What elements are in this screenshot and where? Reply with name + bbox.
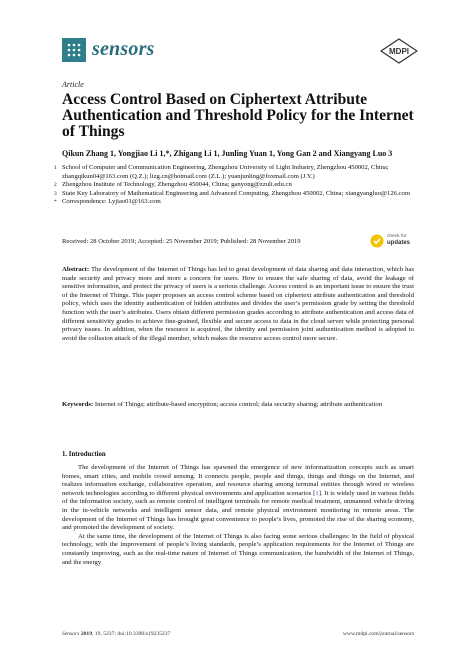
body-text bbox=[62, 464, 414, 567]
abstract bbox=[62, 266, 414, 343]
paragraph-text: ]. It is widely used in various fields of the information society, such as remote control of intelligent terminals for remote medical treatment, unmanned vehicle driving in the in-vehicle networks and intelligent sensor data, and remote physical environment monitoring in remote areas. The development of the Internet of Things has brought great convenience to people’s lives, promoted the rise of the sharing economy, and promoted the development of society. bbox=[62, 489, 414, 532]
affiliation-item bbox=[54, 190, 414, 199]
paragraph-text: At the same time, the development of the Internet of Things is also facing some serious challenges: In the field of physical technology, with the improvement of people’s living standards, people’s application requirements for the Internet of Things are constantly improving, such as the real-time nature of Internet of Things communication, the bandwidth of the Internet of Things, and the energy bbox=[62, 532, 414, 566]
abstract-label: Abstract: bbox=[62, 266, 90, 273]
affiliation-text: School of Computer and Communication Engineering, Zhengzhou University of Light Industry, Zhengzhou 450002, China; zhangqikun04@163.com (Q.Z.); lizg.cn@hotmail.com (Z.L.); yuanjunling@foxmail.com (J.Y.) bbox=[62, 164, 389, 180]
publisher-name: MDPI bbox=[389, 47, 409, 56]
correspondence-text: Correspondence: Lyjiao01@163.com bbox=[62, 198, 161, 205]
keywords-text: Internet of Things; attribute-based encryption; access control; data security sharing; attribute authentication bbox=[94, 401, 383, 408]
footer-journal-url[interactable]: www.mdpi.com/journal/sensors bbox=[342, 631, 414, 637]
journal-header bbox=[62, 38, 422, 74]
updates-line1: check for bbox=[387, 234, 407, 239]
paragraph-text: The development of the Internet of Things has spawned the emergence of new informatization concepts such as smart homes, smart cities, and mobile crowd sensing. It connects people, people and things, things and things on the Internet, and realizes information exchange, collaborative operation, and resource sharing among terminal entities through wired or wireless network technologies according to different physical environments and application scenarios [ bbox=[62, 464, 414, 497]
footer-year: 2019 bbox=[80, 631, 92, 637]
article-type: Article bbox=[62, 80, 84, 89]
publication-dates: Received: 28 October 2019; Accepted: 25 November 2019; Published: 28 November 2019 bbox=[62, 238, 301, 245]
paper-title: Access Control Based on Ciphertext Attribute Authentication and Threshold Policy for the Internet of Things bbox=[62, 91, 414, 141]
paragraph bbox=[62, 533, 414, 567]
journal-logo-icon bbox=[62, 38, 86, 62]
abstract-text: The development of the Internet of Things has led to great development of data sharing and data interaction, which has made security and privacy more and more a concern for users. How to ensure the safe sharing of data, avoid the leakage of sensitive information, and protect the privacy of users is a serious challenge. Access control is an important issue to ensure the trust of the Internet of Things. This paper proposes an access control scheme based on ciphertext attribute authentication and threshold policy, which uses the identity authentication of hidden attributes and divides the user’s permission grade by setting the threshold function with the user’s attributes. Users obtain different permission grades according to attribute authentication and access data of different sensitivity grades to achieve fine-grained, flexible and secure access to data in the cloud server while protecting personal privacy issues. In addition, when the resource is acquired, the identity and permission joint authentication method is adopted to avoid the collusion attack of the illegal member, which makes the resource access control more secure. bbox=[62, 266, 414, 342]
check-updates-icon bbox=[370, 234, 384, 248]
correspondence-marker: * bbox=[54, 199, 57, 205]
affiliation-number: 1 bbox=[54, 165, 57, 171]
correspondence-item bbox=[54, 198, 414, 207]
citation-link[interactable]: 1 bbox=[315, 489, 319, 497]
footer-doi: , 19, 5237; doi:10.3390/s19235237 bbox=[92, 631, 171, 637]
check-for-updates-badge[interactable] bbox=[370, 233, 420, 249]
affiliation-text: Zhengzhou Institute of Technology, Zhengzhou 450044, China; ganyong@zzuli.edu.cn bbox=[62, 181, 292, 188]
author-list: Qikun Zhang 1, Yongjiao Li 1,*, Zhigang Li 1, Junling Yuan 1, Yong Gan 2 and Xiangyang Luo 3 bbox=[62, 149, 393, 158]
paragraph bbox=[62, 464, 414, 533]
publisher-logo bbox=[380, 38, 418, 64]
affiliation-item bbox=[54, 164, 414, 181]
journal-name: sensors bbox=[92, 38, 155, 60]
footer-journal: Sensors bbox=[62, 631, 80, 637]
affiliation-text: State Key Laboratory of Mathematical Engineering and Advanced Computing, Zhengzhou 450002, China; xiangyangluo@126.com bbox=[62, 189, 410, 197]
updates-line2: updates bbox=[387, 240, 411, 246]
keywords bbox=[62, 401, 414, 410]
affiliation-number: 3 bbox=[54, 190, 57, 197]
footer-citation bbox=[62, 631, 170, 637]
section-heading: 1. Introduction bbox=[62, 451, 106, 458]
keywords-label: Keywords: bbox=[62, 401, 94, 408]
affiliation-number: 2 bbox=[54, 182, 57, 188]
affiliations bbox=[54, 164, 414, 207]
affiliation-item bbox=[54, 181, 414, 190]
